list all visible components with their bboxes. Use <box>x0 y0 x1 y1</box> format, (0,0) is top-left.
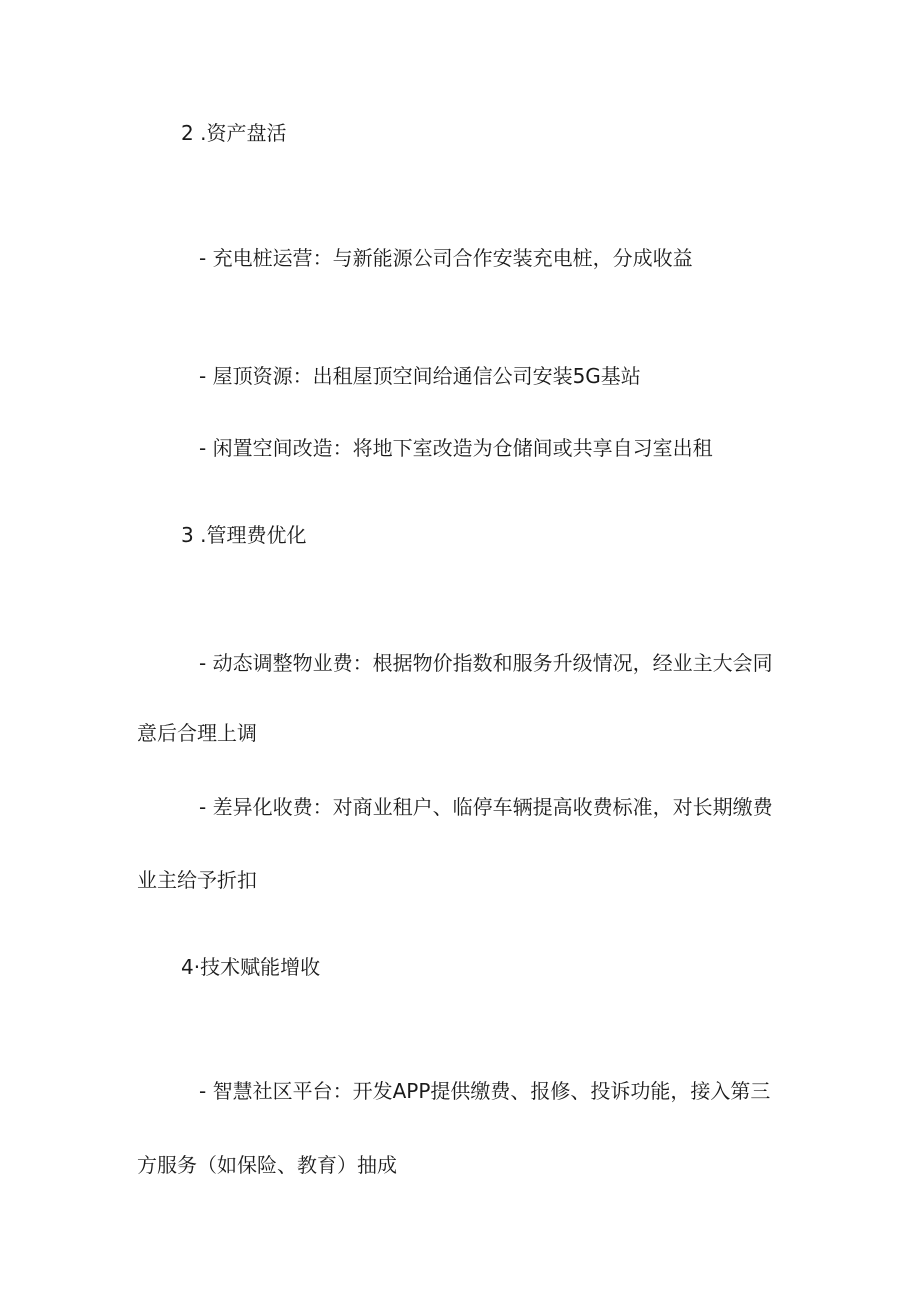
list-item-continuation: 方服务（如保险、教育）抽成 <box>137 1153 397 1177</box>
list-item: - 闲置空间改造：将地下室改造为仓储间或共享自习室出租 <box>199 436 713 460</box>
list-item-continuation: 意后合理上调 <box>137 721 257 745</box>
list-item: - 智慧社区平台：开发APP提供缴费、报修、投诉功能，接入第三 <box>199 1079 771 1103</box>
list-item: - 动态调整物业费：根据物价指数和服务升级情况，经业主大会同 <box>199 651 773 675</box>
list-item: - 充电桩运营：与新能源公司合作安装充电桩，分成收益 <box>199 246 693 270</box>
list-item-continuation: 业主给予折扣 <box>137 868 257 892</box>
section-heading: 3 .管理费优化 <box>181 523 307 547</box>
section-heading: 4·技术赋能增收 <box>181 955 321 979</box>
list-item: - 屋顶资源：出租屋顶空间给通信公司安装5G基站 <box>199 364 641 388</box>
section-heading: 2 .资产盘活 <box>181 121 287 145</box>
list-item: - 差异化收费：对商业租户、临停车辆提高收费标准，对长期缴费 <box>199 795 773 819</box>
